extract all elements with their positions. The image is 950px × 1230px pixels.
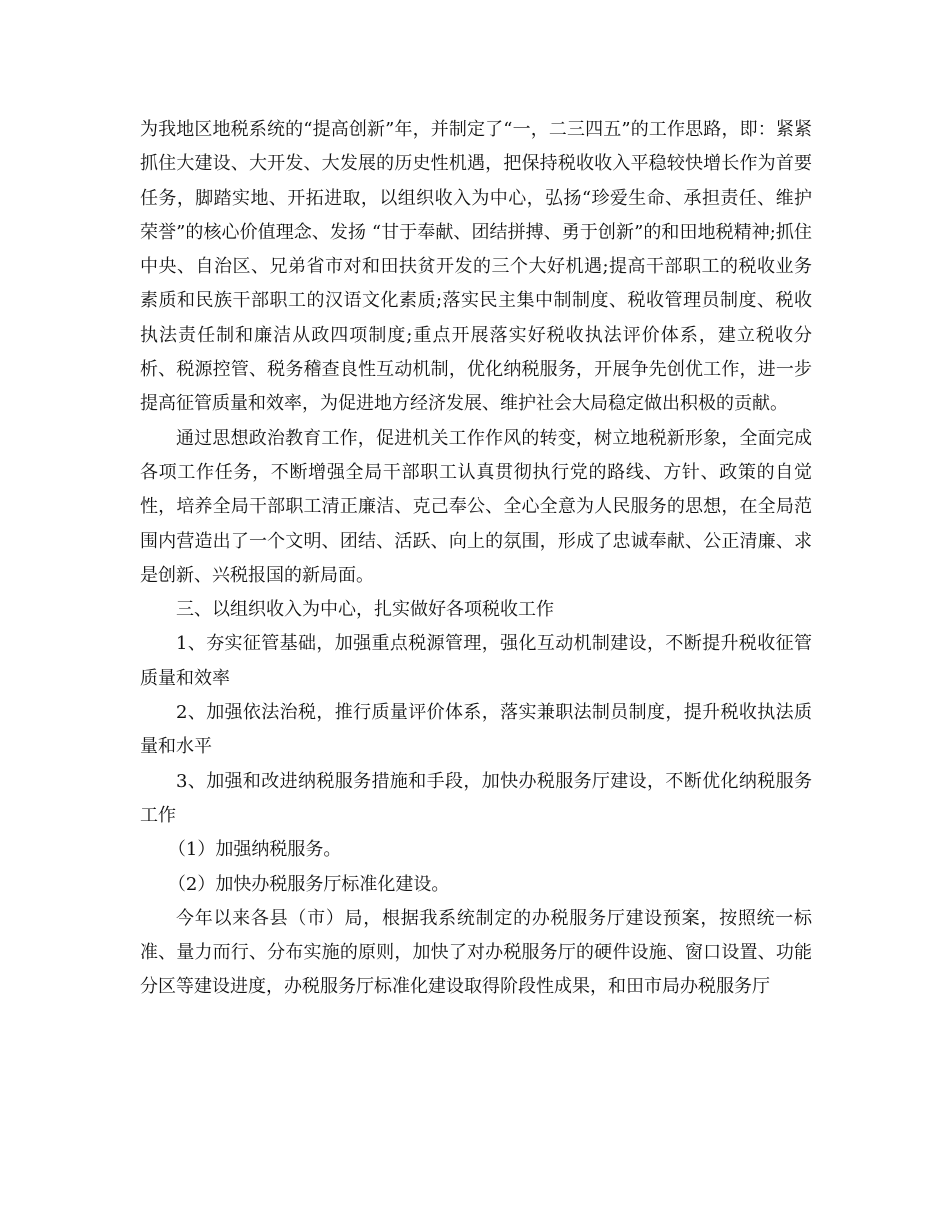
paragraph-continuation: 为我地区地税系统的“提高创新”年，并制定了“一，二三四五”的工作思路，即：紧紧抓住大建设、大开发、大发展的历史性机遇，把保持税收收入平稳较快增长作为首要任务，脚踏实地、开拓进取，以组织收入为中心，弘扬“珍爱生命、承担责任、维护荣誉”的核心价值理念、发扬 “甘于奉献、团结拼搏、勇于创新”的和田地税精神;抓住中央、自治区、兄弟省市对和田扶贫开发的三个大好机遇;提高干部职工的税收业务素质和民族干部职工的汉语文化素质;落实民主集中制制度、税收管理员制度、税收执法责任制和廉洁从政四项制度;重点开展落实好税收执法评价体系，建立税收分析、税源控管、税务稽查良性互动机制，优化纳税服务，开展争先创优工作，进一步提高征管质量和效率，为促进地方经济发展、维护社会大局稳定做出积极的贡献。 bbox=[140, 119, 812, 415]
document-body bbox=[140, 113, 812, 1005]
subitem-1-taxpayer-service: （1）加强纳税服务。 bbox=[167, 839, 342, 861]
item-3-taxpayer-service: 3、加强和改进纳税服务措施和手段，加快办税服务厅建设，不断优化纳税服务工作 bbox=[140, 770, 812, 826]
subitem-2-service-hall: （2）加快办税服务厅标准化建设。 bbox=[167, 873, 450, 895]
paragraph-county-progress: 今年以来各县（市）局，根据我系统制定的办税服务厅建设预案，按照统一标准、量力而行、分布实施的原则，加快了对办税服务厅的硬件设施、窗口设置、功能分区等建设进度，办税服务厅标准化建设取得阶段性成果，和田市局办税服务厅 bbox=[140, 907, 812, 998]
paragraph-political-education: 通过思想政治教育工作，促进机关工作作风的转变，树立地税新形象，全面完成各项工作任务，不断增强全局干部职工认真贯彻执行党的路线、方针、政策的自觉性，培养全局干部职工清正廉洁、克己奉公、全心全意为人民服务的思想，在全局范围内营造出了一个文明、团结、活跃、向上的氛围，形成了忠诚奉献、公正清廉、求是创新、兴税报国的新局面。 bbox=[140, 427, 812, 586]
item-1-collection-management: 1、夯实征管基础，加强重点税源管理，强化互动机制建设，不断提升税收征管质量和效率 bbox=[140, 633, 812, 689]
item-2-rule-of-law: 2、加强依法治税，推行质量评价体系，落实兼职法制员制度，提升税收执法质量和水平 bbox=[140, 702, 812, 758]
section-heading-tax-work: 三、以组织收入为中心，扎实做好各项税收工作 bbox=[176, 599, 554, 621]
